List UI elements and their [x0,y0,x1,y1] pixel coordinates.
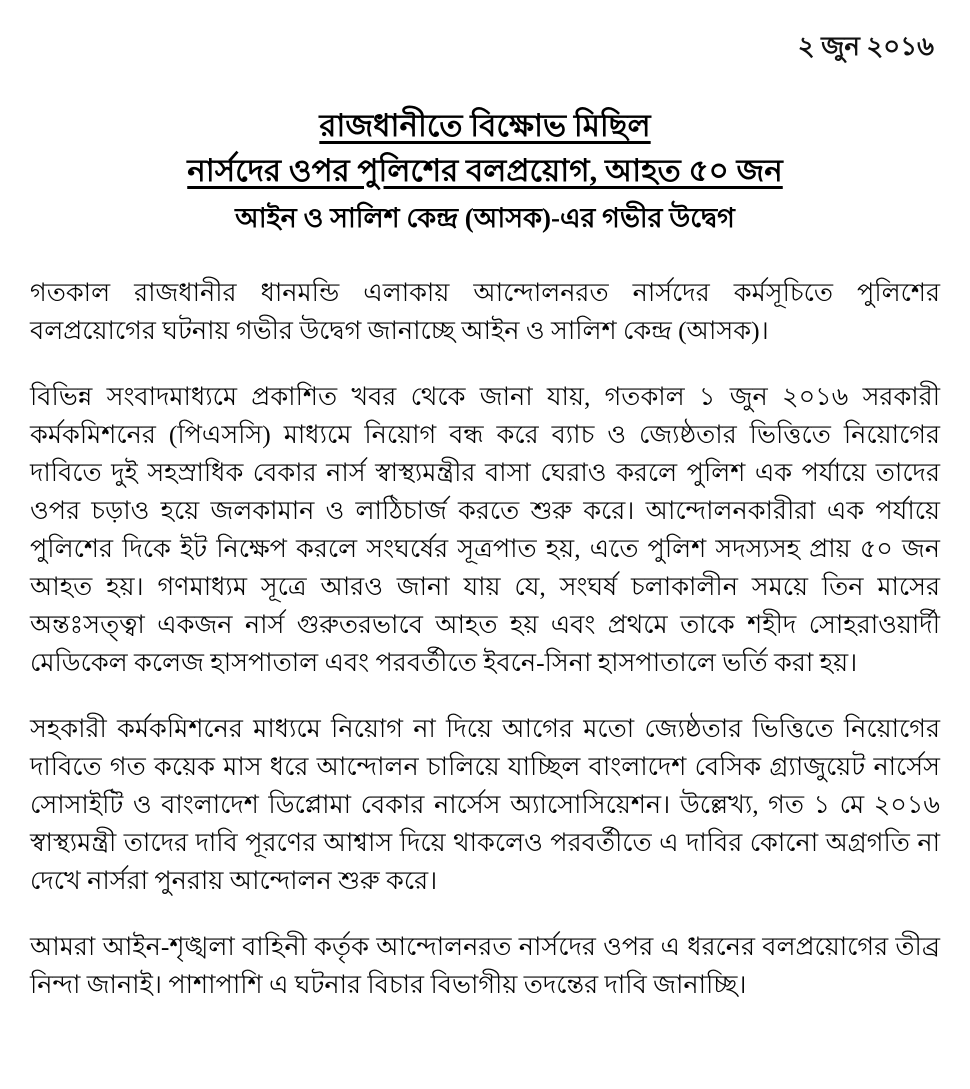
paragraph-2: বিভিন্ন সংবাদমাধ্যমে প্রকাশিত খবর থেকে জানা যায়, গতকাল ১ জুন ২০১৬ সরকারী কর্মকমিশনের (পিএসসি) মাধ্যমে নিয়োগ বন্ধ করে ব্যাচ ও জ্যেষ্ঠতার ভিত্তিতে নিয়োগের দাবিতে দুই সহস্রাধিক বেকার নার্স স্বাস্থ্যমন্ত্রীর বাসা ঘেরাও করলে পুলিশ এক পর্যায়ে তাদের ওপর চড়াও হয়ে জলকামান ও লাঠিচার্জ করতে শুরু করে। আন্দোলনকারীরা এক পর্যায়ে পুলিশের দিকে ইট নিক্ষেপ করলে সংঘর্ষের সূত্রপাত হয়, এতে পুলিশ সদস্যসহ প্রায় ৫০ জন আহত হয়। গণমাধ্যম সূত্রে আরও জানা যায় যে, সংঘর্ষ চলাকালীন সময়ে তিন মাসের অন্তঃসত্ত্বা একজন নার্স গুরুতরভাবে আহত হয় এবং প্রথমে তাকে শহীদ সোহরাওয়ার্দী মেডিকেল কলেজ হাসপাতাল এবং পরবর্তীতে ইবনে-সিনা হাসপাতালে ভর্তি করা হয়। [30,382,940,678]
paragraph-4: আমরা আইন-শৃঙ্খলা বাহিনী কর্তৃক আন্দোলনরত নার্সদের ওপর এ ধরনের বলপ্রয়োগের তীব্র নিন্দা জানাই। পাশাপাশি এ ঘটনার বিচার বিভাগীয় তদন্তের দাবি জানাচ্ছি। [30,932,940,1000]
paragraph-3: সহকারী কর্মকমিশনের মাধ্যমে নিয়োগ না দিয়ে আগের মতো জ্যেষ্ঠতার ভিত্তিতে নিয়োগের দাবিতে গত কয়েক মাস ধরে আন্দোলন চালিয়ে যাচ্ছিল বাংলাদেশ বেসিক গ্র্যাজুয়েট নার্সেস সোসাইটি ও বাংলাদেশ ডিপ্লোমা বেকার নার্সেস অ্যাসোসিয়েশন। উল্লেখ্য, গত ১ মে ২০১৬ স্বাস্থ্যমন্ত্রী তাদের দাবি পূরণের আশ্বাস দিয়ে থাকলেও পরবর্তীতে এ দাবির কোনো অগ্রগতি না দেখে নার্সরা পুনরায় আন্দোলন শুরু করে। [30,714,940,896]
title-line-1: রাজধানীতে বিক্ষোভ মিছিল [319,108,651,143]
paragraph-1: গতকাল রাজধানীর ধানমন্ডি এলাকায় আন্দোলনরত নার্সদের কর্মসূচিতে পুলিশের বলপ্রয়োগের ঘটনায় গভীর উদ্বেগ জানাচ্ছে আইন ও সালিশ কেন্দ্র (আসক)। [30,278,940,346]
document-subtitle: আইন ও সালিশ কেন্দ্র (আসক)-এর গভীর উদ্বেগ [235,202,735,233]
document-date: ২ জুন ২০১৬ [797,32,934,61]
document-body [30,274,940,1004]
document-heading [30,104,940,238]
title-line-2: নার্সদের ওপর পুলিশের বলপ্রয়োগ, আহত ৫০ জন [187,152,783,188]
